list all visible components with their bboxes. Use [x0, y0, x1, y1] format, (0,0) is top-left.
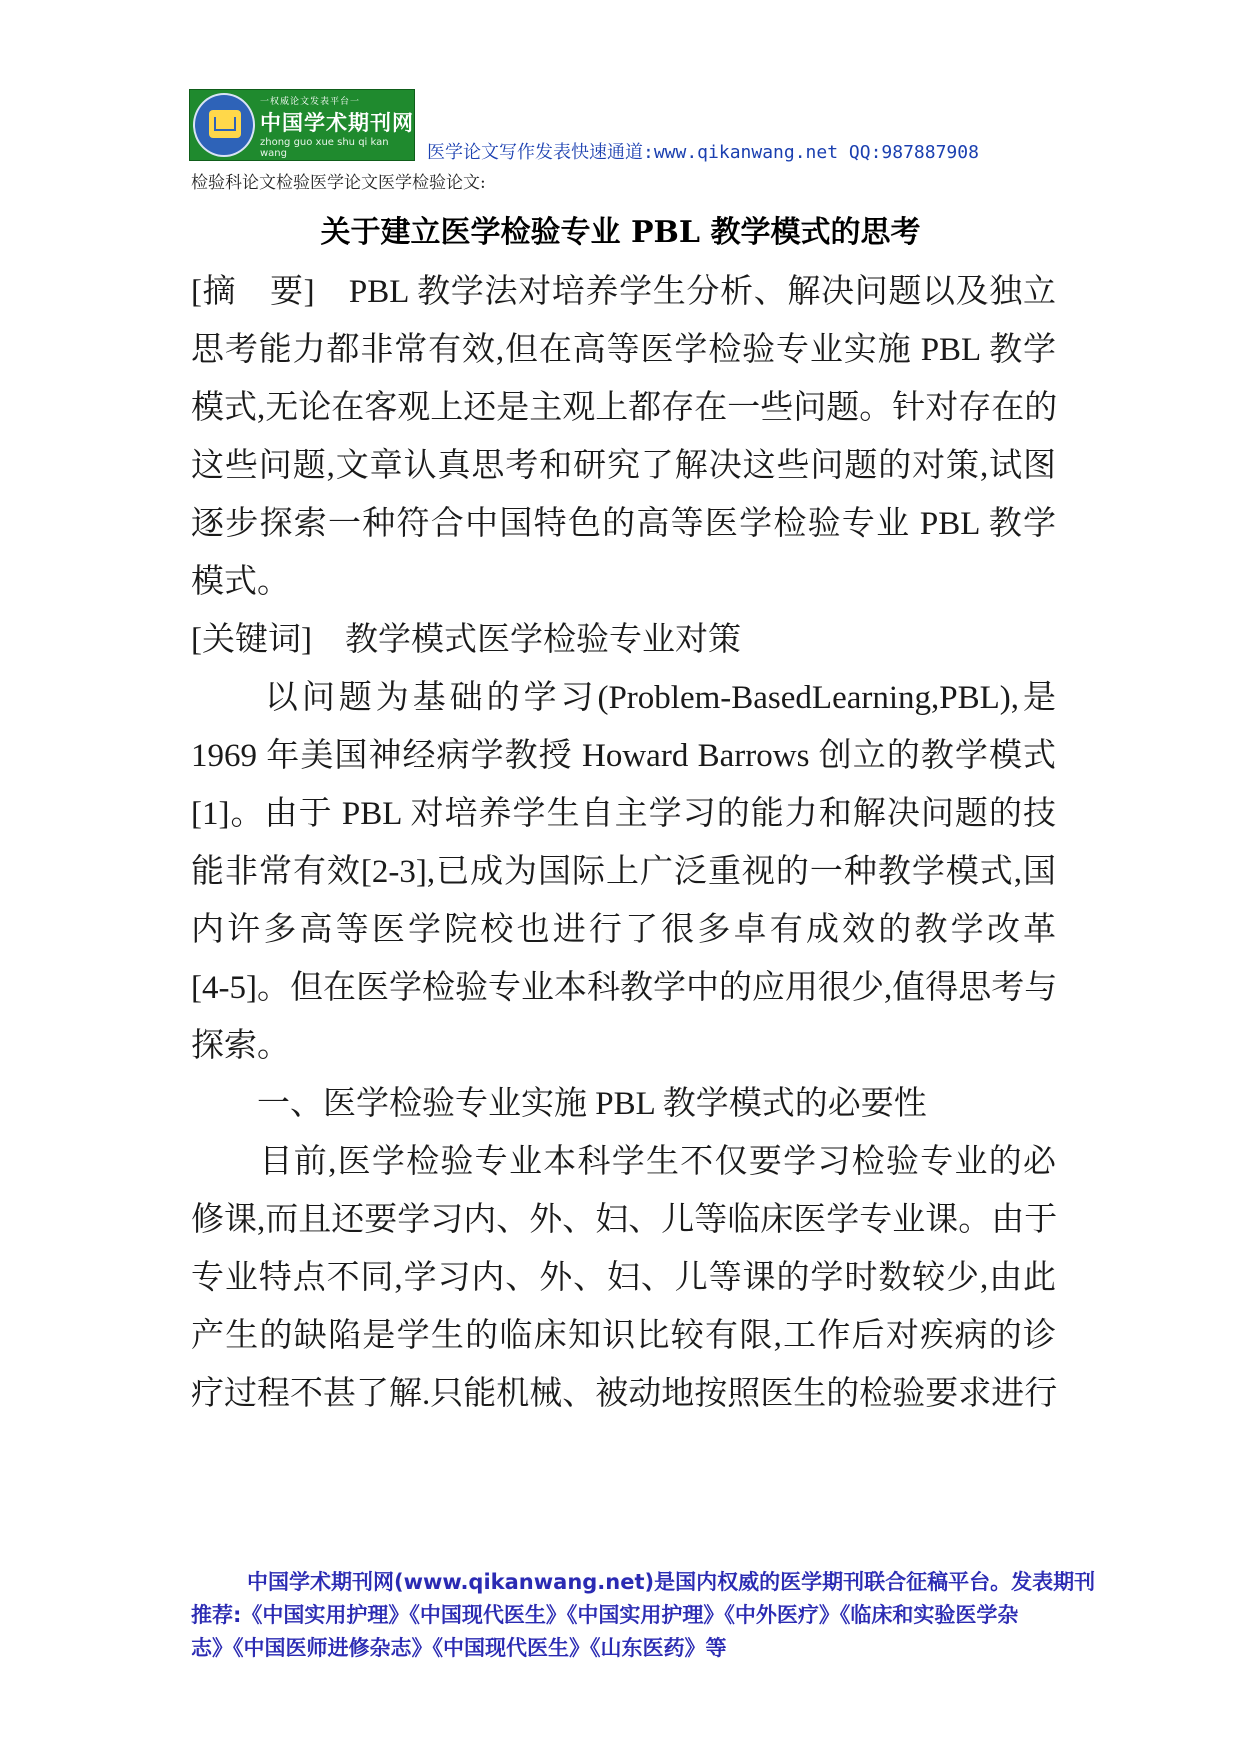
body-line: 内许多高等医学院校也进行了很多卓有成效的教学改革 [191, 912, 1056, 948]
footer-line[interactable]: 中国学术期刊网(www.qikanwang.net)是国内权威的医学期刊联合征稿平台。发表期刊 [247, 1570, 1096, 1594]
footer-line[interactable]: 推荐:《中国实用护理》《中国现代医生》《中国实用护理》《中外医疗》《临床和实验医学杂 [191, 1603, 1019, 1627]
logo-name: 中国学术期刊网 [260, 111, 414, 135]
keywords-line: [关键词] 教学模式医学检验专业对策 [191, 622, 741, 658]
body-line: 能非常有效[2-3],已成为国际上广泛重视的一种教学模式,国 [191, 854, 1056, 890]
body-line: 这些问题,文章认真思考和研究了解决这些问题的对策,试图 [191, 448, 1056, 484]
body-line: 疗过程不甚了解.只能机械、被动地按照医生的检验要求进行 [191, 1376, 1058, 1412]
body-line: [摘 要] PBL 教学法对培养学生分析、解决问题以及独立 [191, 274, 1056, 310]
body-line: 以问题为基础的学习(Problem-BasedLearning,PBL),是 [191, 680, 1056, 716]
logo-pinyin: zhong guo xue shu qi kan wang [260, 137, 389, 159]
body-line: [1]。由于 PBL 对培养学生自主学习的能力和解决问题的技 [191, 796, 1056, 832]
body-line: 模式。 [191, 564, 290, 600]
body-line: 思考能力都非常有效,但在高等医学检验专业实施 PBL 教学 [191, 332, 1056, 368]
section-heading: 一、医学检验专业实施 PBL 教学模式的必要性 [191, 1086, 927, 1122]
footer-promo [191, 1566, 1096, 1665]
book-emblem-icon [193, 93, 255, 157]
body-line: 修课,而且还要学习内、外、妇、儿等临床医学专业课。由于 [191, 1202, 1058, 1238]
body-line: 1969 年美国神经病学教授 Howard Barrows 创立的教学模式 [191, 738, 1056, 774]
body-line: 模式,无论在客观上还是主观上都存在一些问题。针对存在的 [191, 390, 1058, 426]
breadcrumb: 检验科论文检验医学论文医学检验论文: [191, 173, 486, 193]
site-logo[interactable] [189, 89, 415, 161]
page-title: 关于建立医学检验专业 PBL 教学模式的思考 [320, 215, 921, 250]
logo-tagline: 一权威论文发表平台一 [260, 97, 361, 107]
body-line: 逐步探索一种符合中国特色的高等医学检验专业 PBL 教学 [191, 506, 1056, 542]
body-line: 探索。 [191, 1028, 290, 1064]
header-contact-link[interactable]: 医学论文写作发表快速通道:www.qikanwang.net QQ:987887908 [427, 142, 979, 163]
body-line: 目前,医学检验专业本科学生不仅要学习检验专业的必 [191, 1144, 1056, 1180]
body-line: 产生的缺陷是学生的临床知识比较有限,工作后对疾病的诊 [191, 1318, 1056, 1354]
footer-line[interactable]: 志》《中国医师进修杂志》《中国现代医生》《山东医药》等 [191, 1636, 727, 1660]
body-line: 专业特点不同,学习内、外、妇、儿等课的学时数较少,由此 [191, 1260, 1056, 1296]
body-line: [4-5]。但在医学检验专业本科教学中的应用很少,值得思考与 [191, 970, 1058, 1006]
